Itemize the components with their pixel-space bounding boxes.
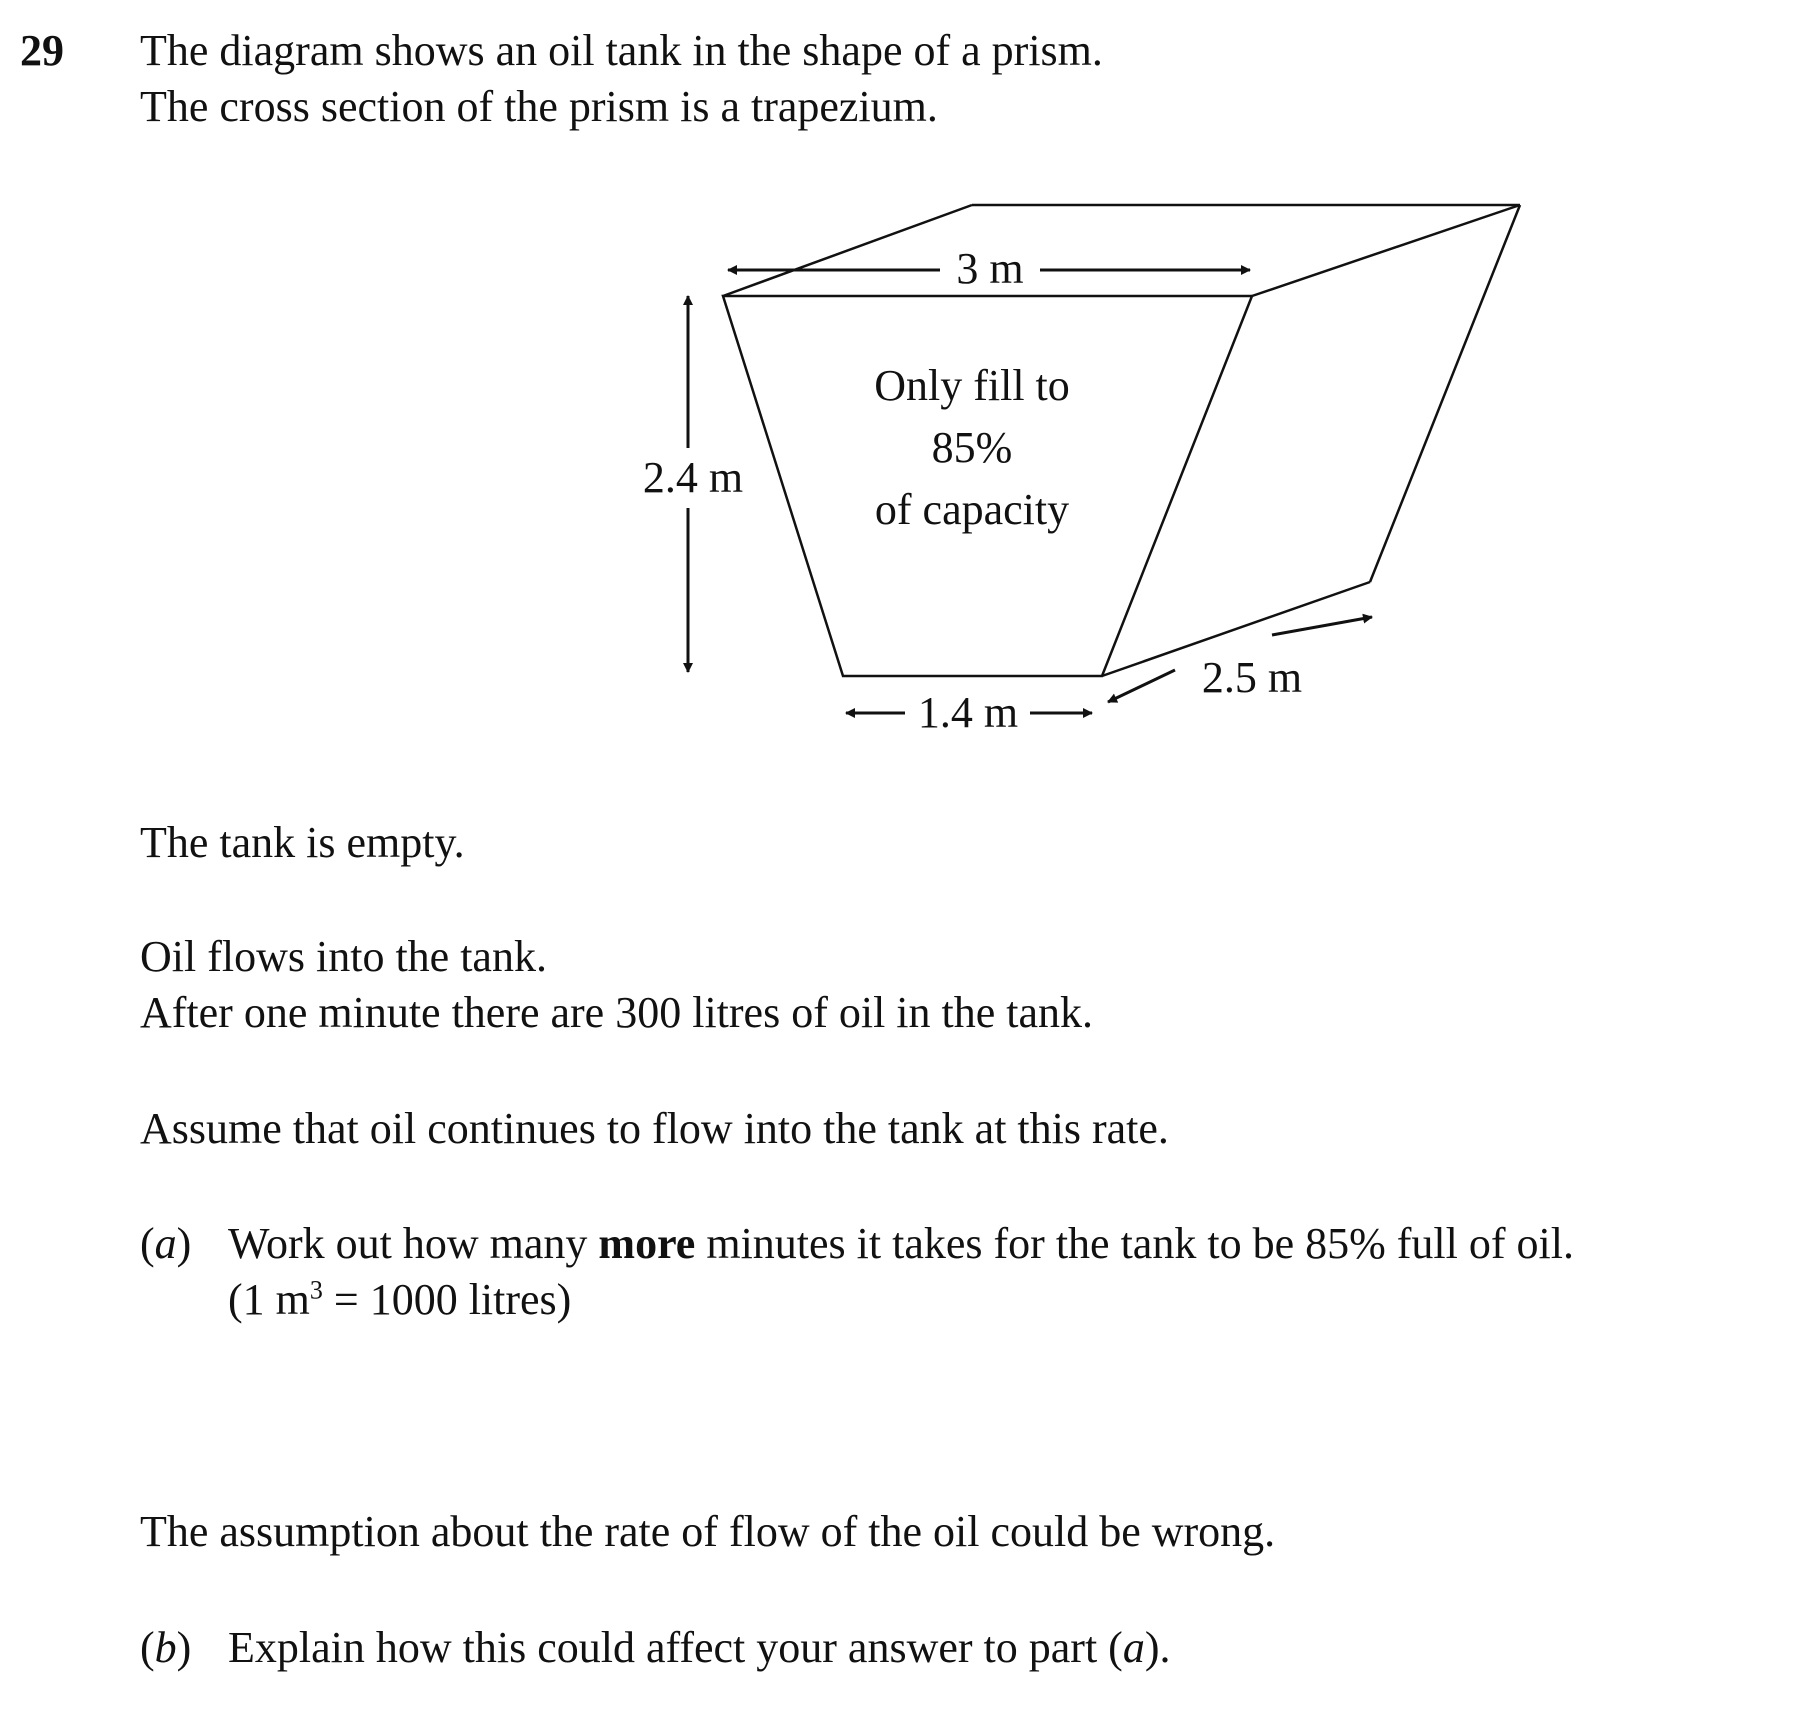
- intro-line-1: The diagram shows an oil tank in the shape of a prism.: [140, 26, 1103, 75]
- oil-tank-diagram: [0, 0, 1798, 780]
- length-label: 2.5 m: [1201, 653, 1303, 702]
- fill-note-line-1: Only fill to: [874, 361, 1070, 410]
- top-width-label: 3 m: [956, 244, 1024, 293]
- part-b-question: Explain how this could affect your answer to part (a).: [228, 1623, 1171, 1672]
- part-b-label: (b): [140, 1623, 192, 1672]
- top-back-right-edge: [1252, 205, 1520, 296]
- fill-note-line-3: of capacity: [874, 485, 1070, 534]
- height-label: 2.4 m: [642, 453, 744, 502]
- part-a-question: Work out how many more minutes it takes for the tank to be 85% full of oil.: [228, 1219, 1574, 1268]
- intro-line-2: The cross section of the prism is a trapezium.: [140, 82, 938, 131]
- bottom-width-label: 1.4 m: [917, 688, 1019, 737]
- question-number: 29: [20, 26, 64, 75]
- para-tank-empty: The tank is empty.: [140, 818, 465, 867]
- para-assumption-wrong: The assumption about the rate of flow of the oil could be wrong.: [140, 1507, 1276, 1556]
- fill-note-line-2: 85%: [931, 423, 1013, 472]
- top-back-left-edge: [723, 205, 972, 296]
- para-assumption: Assume that oil continues to flow into the tank at this rate.: [140, 1104, 1169, 1153]
- back-right-slant-edge: [1370, 205, 1520, 582]
- prism-outline: [723, 205, 1520, 676]
- part-a-bold-word: more: [598, 1219, 696, 1268]
- para-oil-flows: Oil flows into the tank.: [140, 932, 547, 981]
- para-after-one-minute: After one minute there are 300 litres of oil in the tank.: [140, 988, 1094, 1037]
- part-a-label: (a): [140, 1219, 192, 1268]
- part-a-conversion: (1 $m^3 = 1000$ litres): [228, 1275, 572, 1324]
